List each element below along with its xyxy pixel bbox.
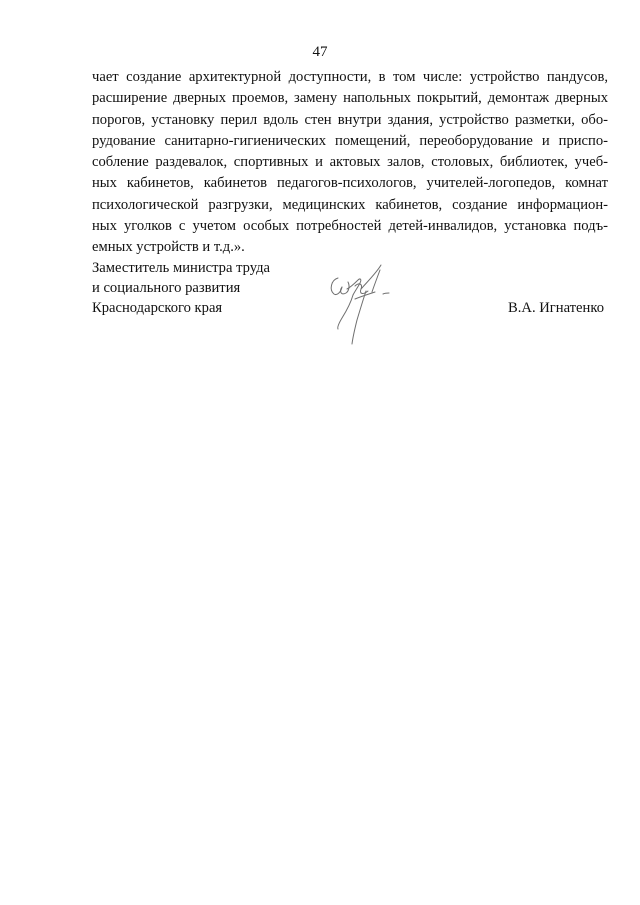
signatory-position: [92, 258, 270, 318]
position-line: Заместитель министра труда: [92, 260, 271, 276]
body-line: емных устройств и т.д.».: [92, 239, 245, 256]
body-line: порогов, установку перил вдоль стен внутри здания, устройство разметки, обо-: [92, 111, 608, 128]
body-line: собление раздевалок, спортивных и актовых залов, столовых, библиотек, учеб-: [92, 154, 608, 171]
position-line: и социального развития: [92, 280, 241, 296]
body-line: чает создание архитектурной доступности, в том числе: устройство пандусов,: [92, 69, 608, 85]
body-line: рудование санитарно-гигиенических помещений, переоборудование и приспо-: [92, 132, 608, 149]
body-line: ных уголков с учетом особых потребностей детей-инвалидов, установка подъ-: [92, 218, 608, 235]
body-paragraph: [92, 67, 608, 259]
signatory-name: В.А. Игнатенко: [508, 300, 604, 316]
body-line: ных кабинетов, кабинетов педагогов-психологов, учителей-логопедов, комнат: [92, 175, 608, 192]
body-line: психологической разгрузки, медицинских кабинетов, создание информацион-: [92, 196, 608, 213]
signature-block: [92, 258, 608, 348]
position-line: Краснодарского края: [92, 300, 223, 316]
body-line: расширение дверных проемов, замену напольных покрытий, демонтаж дверных: [92, 90, 608, 107]
handwritten-signature: [325, 258, 405, 348]
page-number: 47: [312, 44, 328, 60]
